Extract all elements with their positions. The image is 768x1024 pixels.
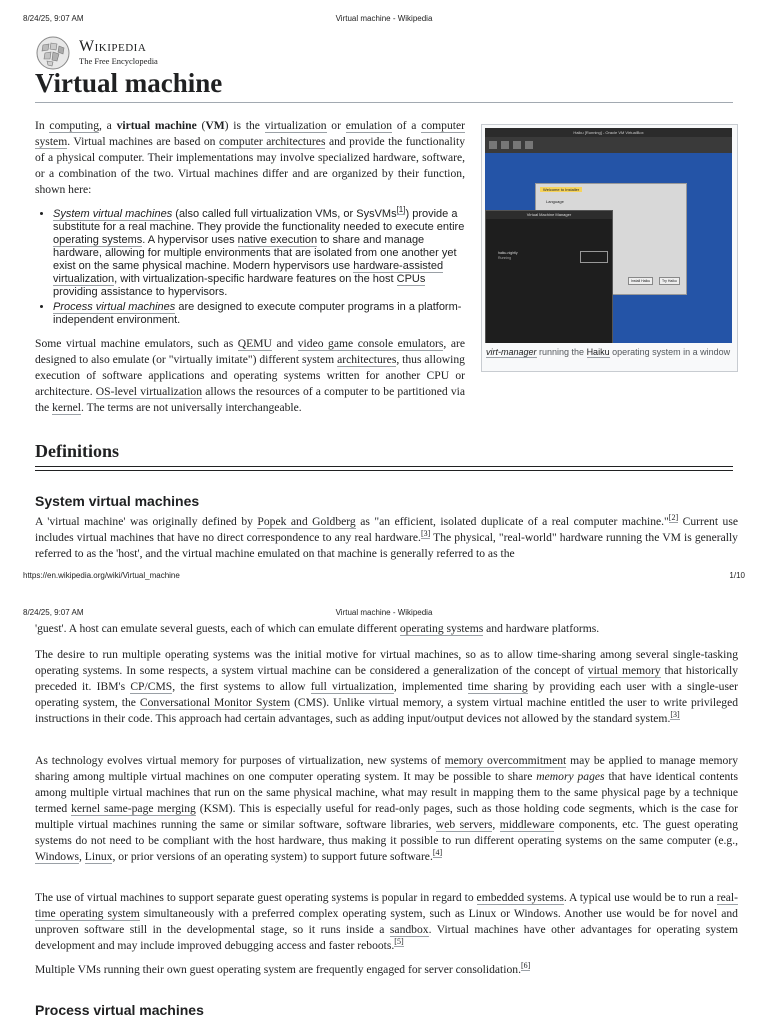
reference-2[interactable]: [2] — [668, 513, 679, 523]
reference-1[interactable]: [1] — [396, 205, 406, 215]
link-os-level-virtualization[interactable]: OS-level virtualization — [95, 385, 203, 398]
wikipedia-wordmark: Wikipedia — [79, 38, 147, 55]
print-header-title: Virtual machine - Wikipedia — [335, 14, 433, 23]
wikipedia-logo[interactable] — [35, 35, 185, 71]
vmm-item: haiku-nightly — [498, 251, 518, 255]
reference-3[interactable]: [3] — [420, 529, 431, 539]
install-haiku-button: Install Haiku — [628, 277, 653, 285]
link-cp-cms[interactable]: CP/CMS — [130, 680, 173, 693]
link-kernel[interactable]: kernel — [52, 401, 82, 414]
vm-window-titlebar: Haiku [Running] - Oracle VM VirtualBox — [485, 128, 732, 137]
heading-rule — [35, 470, 733, 471]
link-architectures[interactable]: architectures — [337, 353, 397, 366]
paragraph: The use of virtual machines to support separate guest operating systems is popular in regard to embedded systems. A typical use would be to run a real-time operating system simultaneously with a preferred complex operating system, such as Linux or Windows. Another use would be for novel and unproven software still in the developmental stage, so it runs inside a sandbox. Virtual machines have other advantages for operating system development and may include improved debugging access and faster reboots.[5] — [35, 891, 738, 952]
figure-screenshot[interactable] — [485, 128, 732, 343]
paragraph: The desire to run multiple operating systems was the initial motive for virtual machines, so as to allow time-sharing among several single-tasking operating systems. In some respects, a system virtual machine can be considered a generalization of the concept of virtual memory that historically preceded it. IBM's CP/CMS, the first systems to allow full virtualization, implemented time sharing by providing each user with a single-user operating system, the Conversational Monitor System (CMS). Unlike virtual memory, a system virtual machine entitled the user to write privileged instructions in their code. This approach had certain advantages, such as adding input/output devices not allowed by the standard system.[3] — [35, 648, 739, 725]
article-title: Virtual machine — [35, 68, 733, 103]
link-operating-systems[interactable]: operating systems — [399, 622, 484, 635]
vmm-graph — [580, 251, 608, 263]
link-time-sharing[interactable]: time sharing — [467, 680, 528, 693]
link-memory-overcommitment[interactable]: memory overcommitment — [444, 754, 567, 767]
link-system-virtual-machines[interactable]: System virtual machines — [53, 208, 173, 220]
virt-manager-window — [485, 210, 613, 343]
figure-caption: virt-manager running the Haiku operating system in a window — [486, 347, 731, 357]
print-header-title: Virtual machine - Wikipedia — [335, 608, 433, 617]
intro-paragraph: In computing, a virtual machine (VM) is the virtualization or emulation of a computer system. Virtual machines are based on computer architectures and provide the functionality of a physical computer. Their implementations may involve specialized hardware, software, or a combination of the two. Virtual machines differ and are organized by their function, shown here: — [35, 119, 465, 196]
print-footer-page: 1/10 — [729, 571, 745, 580]
paragraph: Multiple VMs running their own guest operating system are frequently engaged for server consolidation.[6] — [35, 961, 531, 976]
list-item: • System virtual machines (also called full virtualization VMs, or SysVMs[1]) provide a substitute for a real machine. They provide the functionality needed to execute entire operating systems. A hypervisor uses native execution to share and manage hardware, allowing for multiple environments that are isolated from one another yet exist on the same physical machine. Modern hypervisors use hardware-assisted virtualization, with virtualization-specific hardware features on the host CPUs providing assistance to hypervisors. — [53, 208, 473, 299]
list-item: • Process virtual machines are designed to execute computer programs in a platform-independent environment. — [53, 301, 473, 327]
link-linux[interactable]: Linux — [84, 850, 113, 863]
link-kernel-same-page-merging[interactable]: kernel same-page merging — [71, 802, 196, 815]
link-qemu[interactable]: QEMU — [237, 337, 272, 350]
link-hardware-assisted-virtualization[interactable]: hardware-assisted virtualization — [53, 260, 444, 285]
link-haiku[interactable]: Haiku — [586, 347, 610, 357]
link-virt-manager[interactable]: virt-manager — [486, 347, 537, 357]
link-middleware[interactable]: middleware — [499, 818, 555, 831]
installer-welcome: Welcome to Installer — [540, 187, 582, 192]
link-full-virtualization[interactable]: full virtualization — [310, 680, 394, 693]
reference-6[interactable]: [6] — [520, 961, 531, 971]
try-haiku-button: Try Haiku — [659, 277, 680, 285]
link-computing[interactable]: computing — [49, 119, 100, 132]
link-conversational-monitor-system[interactable]: Conversational Monitor System — [139, 696, 291, 709]
link-virtual-memory[interactable]: virtual memory — [587, 664, 661, 677]
installer-language: Language — [546, 199, 564, 204]
link-real-time-operating-system[interactable]: real-time operating system — [35, 891, 738, 920]
paragraph: As technology evolves virtual memory for purposes of virtualization, new systems of memory overcommitment may be applied to manage memory sharing among multiple virtual machines on one computer operating system. It may be possible to share memory pages that have identical contents among multiple virtual machines that run on the same physical machine, what may result in mapping them to the same physical page by a technique termed kernel same-page merging (KSM). This is especially useful for read-only pages, such as those holding code segments, which is the case for multiple virtual machines running the same or similar software, software libraries, web servers, middleware components, etc. The guest operating systems do not need to be compliant with the host hardware, thus making it possible to run different operating systems on the same computer (e.g., Windows, Linux, or prior versions of an operating system) to support future software.[4] — [35, 754, 739, 863]
link-embedded-systems[interactable]: embedded systems — [476, 891, 564, 904]
print-footer-url: https://en.wikipedia.org/wiki/Virtual_machine — [23, 571, 180, 580]
vmm-status: Running — [498, 256, 512, 260]
print-header-date: 8/24/25, 9:07 AM — [23, 14, 84, 23]
vm-window-toolbar — [485, 137, 732, 153]
vmm-titlebar: Virtual Machine Manager — [486, 211, 612, 219]
link-cpus[interactable]: CPUs — [396, 273, 426, 285]
figure-box — [481, 124, 738, 372]
wikipedia-tagline: The Free Encyclopedia — [79, 56, 158, 66]
link-windows[interactable]: Windows — [35, 850, 79, 863]
definition-paragraph: A 'virtual machine' was originally defined by Popek and Goldberg as "an efficient, isolated duplicate of a real computer machine."[2] Current use includes virtual machines that have no direct correspondence to any real hardware.[3] The physical, "real-world" hardware running the VM is generally referred to as the 'host', and the virtual machine emulated on that machine is generally referred to as the — [35, 513, 738, 560]
reference-4[interactable]: [4] — [432, 848, 443, 858]
reference-5[interactable]: [5] — [394, 937, 404, 947]
link-emulation[interactable]: emulation — [345, 119, 393, 132]
heading-system-virtual-machines: System virtual machines — [35, 493, 200, 509]
link-computer-architectures[interactable]: computer architectures — [218, 135, 326, 148]
heading-process-virtual-machines: Process virtual machines — [35, 1002, 204, 1018]
link-virtualization[interactable]: virtualization — [264, 119, 327, 132]
intro-paragraph-2: Some virtual machine emulators, such as QEMU and video game console emulators, are designed to also emulate (or "virtually imitate") different system architectures, thus allowing execution of software applications and operating systems written for another CPU or architecture. OS-level virtualization allows the resources of a computer to be partitioned via the kernel. The terms are not universally interchangeable. — [35, 337, 466, 414]
link-native-execution[interactable]: native execution — [237, 234, 318, 246]
link-web-servers[interactable]: web servers — [435, 818, 493, 831]
vm-types-list — [35, 205, 473, 329]
link-operating-systems[interactable]: operating systems — [53, 234, 143, 246]
paragraph: 'guest'. A host can emulate several guests, each of which can emulate different operating systems and hardware platforms. — [35, 622, 600, 635]
link-sandbox[interactable]: sandbox — [389, 923, 429, 936]
print-header-date: 8/24/25, 9:07 AM — [23, 608, 84, 617]
wikipedia-globe-icon — [35, 35, 71, 71]
link-popek-goldberg[interactable]: Popek and Goldberg — [257, 515, 356, 528]
link-computer-system[interactable]: computer system — [35, 119, 465, 148]
heading-definitions: Definitions — [35, 441, 733, 467]
link-video-game-console-emulators[interactable]: video game console emulators — [297, 337, 444, 350]
link-process-virtual-machines[interactable]: Process virtual machines — [53, 301, 176, 313]
reference-3[interactable]: [3] — [670, 710, 680, 720]
